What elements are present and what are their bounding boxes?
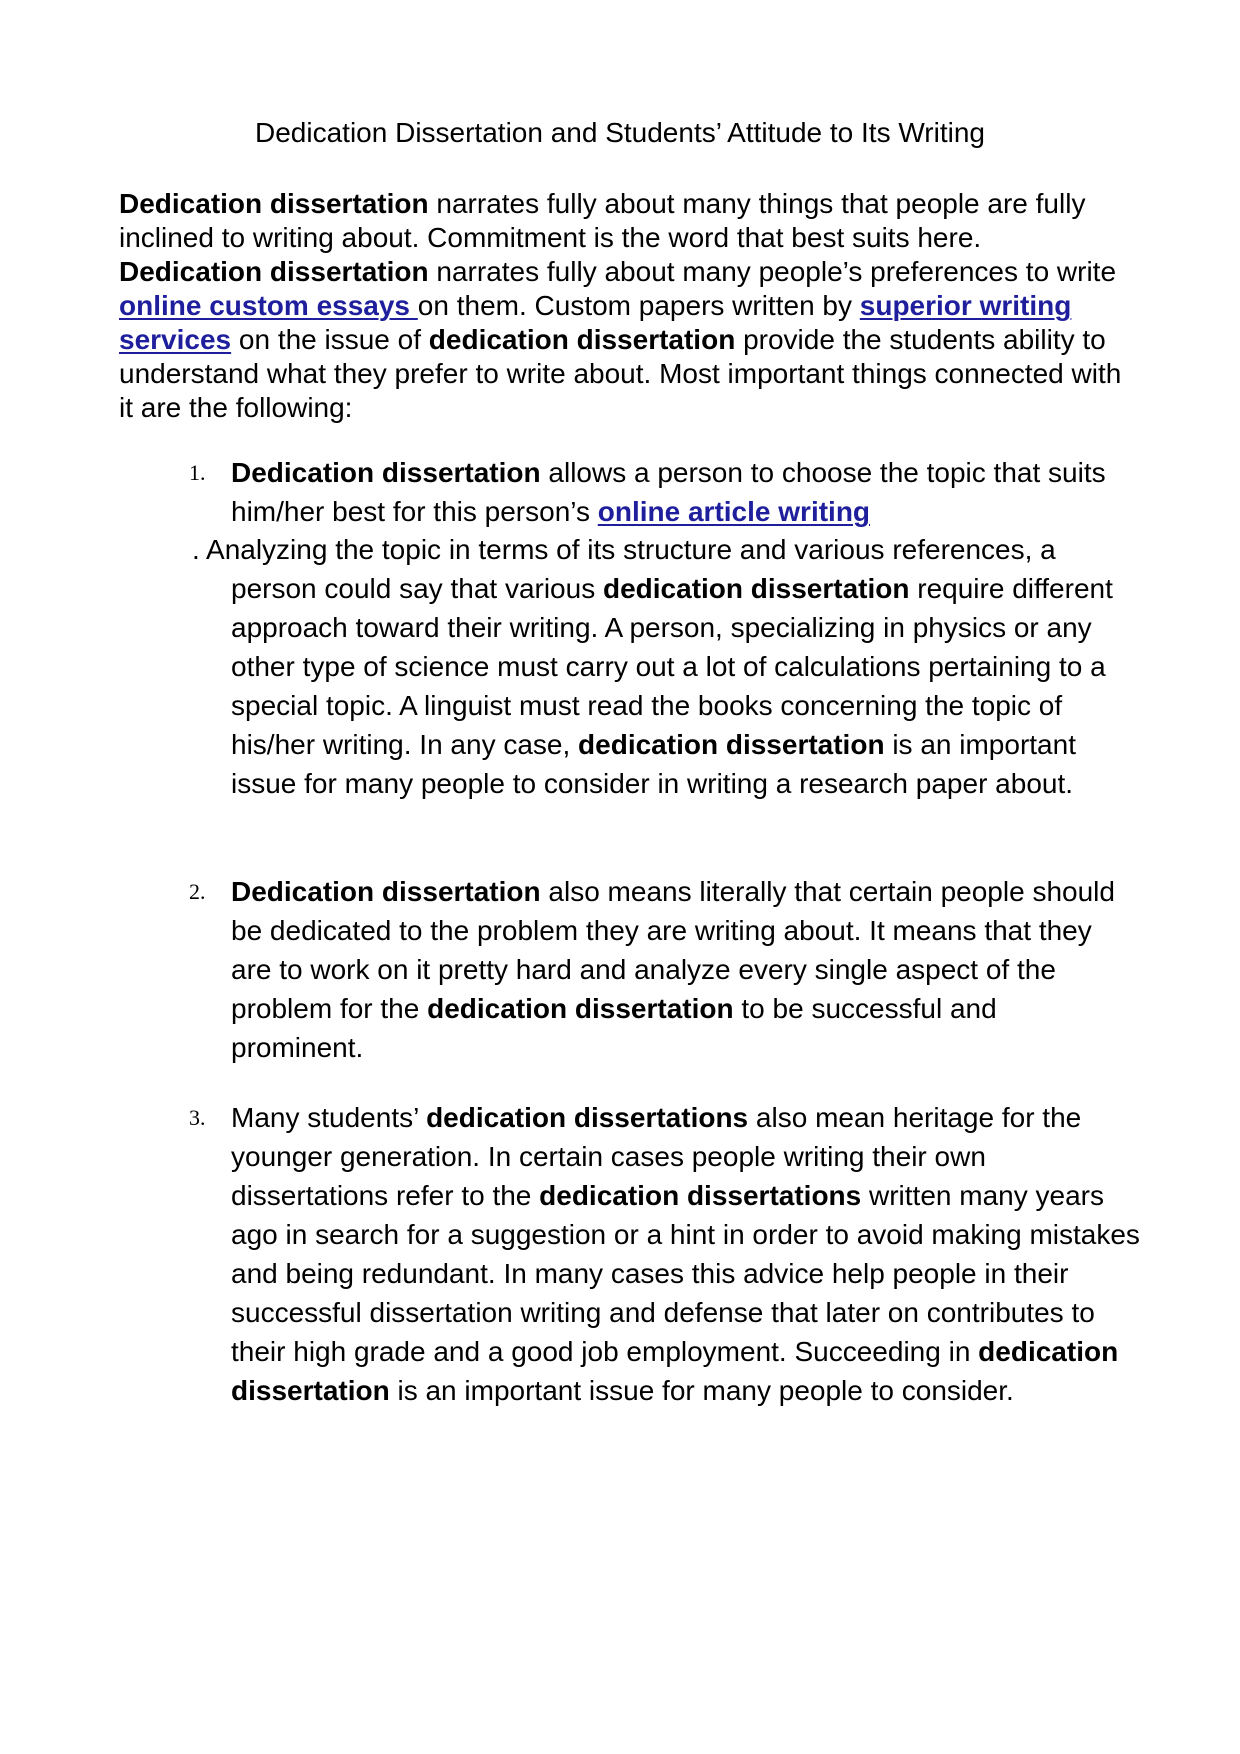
intro-text: narrates fully about many things that people are fully inclined to writing about. Commitment is the word that best suits here. [119,188,1086,253]
intro-text: on the issue of [231,324,429,355]
item-text: Many students’ [231,1102,427,1133]
item-text: to be successful and prominent. [231,993,997,1063]
item-text: allows a person to choose the topic that suits him/her best for this person’s [231,457,1106,527]
bold-term: dedication dissertations [539,1180,862,1211]
bold-term: dedication dissertation [602,573,910,604]
intro-text: provide the students ability to understand what they prefer to write about. Most important things connected with it are the following: [119,324,1122,423]
list-number: 3. [189,1105,206,1130]
bold-term: Dedication dissertation [119,256,429,287]
item-text: written many years ago in search for a suggestion or a hint in order to avoid making mistakes and being redundant. In many cases this advice help people in their successful dissertation writing and defense that later on contributes to their high grade and a good job employment. Succeeding in [231,1180,1140,1367]
intro-text: narrates fully about many people’s preferences to write [428,256,1117,287]
superior-writing-services-link[interactable]: superior writing services [119,290,1072,355]
list-item-3-text [231,1098,1141,1410]
bold-term: dedication dissertation [427,993,734,1024]
bold-term: Dedication dissertation [231,457,541,488]
bold-term: dedication dissertation [578,729,885,760]
document-title: Dedication Dissertation and Students’ Attitude to Its Writing [255,117,985,148]
item-text: also mean heritage for the younger generation. In certain cases people writing their own dissertations refer to the [231,1102,1082,1211]
item-indented-text [192,569,1132,803]
item-text: . Analyzing the topic in terms of its structure and various references, a [192,534,1056,565]
item-text: require different approach toward their writing. A person, specializing in physics or any other type of science must carry out a lot of calculations pertaining to a special topic. A linguist must read the books concerning the topic of his/her writing. In any case, [231,573,1113,760]
list-item-2-text [231,872,1131,1067]
bold-term: dedication dissertation [231,1336,1119,1406]
list-item-1-continuation [192,530,1132,803]
item-text: is an important issue for many people to consider in writing a research paper about. [231,729,1076,799]
intro-text: on them. Custom papers written by [417,290,860,321]
item-text: person could say that various [231,573,603,604]
list-number: 1. [189,460,206,485]
intro-paragraph [119,187,1129,425]
bold-term: dedication dissertations [426,1102,749,1133]
online-custom-essays-link[interactable]: online custom essays [119,290,418,321]
list-item-1-text [231,453,1131,531]
bold-term: Dedication dissertation [119,188,429,219]
bold-term: Dedication dissertation [231,876,541,907]
item-text: is an important issue for many people to consider. [389,1375,1014,1406]
bold-term: dedication dissertation [428,324,736,355]
item-text: also means literally that certain people should be dedicated to the problem they are writing about. It means that they are to work on it pretty hard and analyze every single aspect of the problem for the [231,876,1115,1024]
online-article-writing-link[interactable]: online article writing [597,496,871,527]
list-number: 2. [189,879,206,904]
